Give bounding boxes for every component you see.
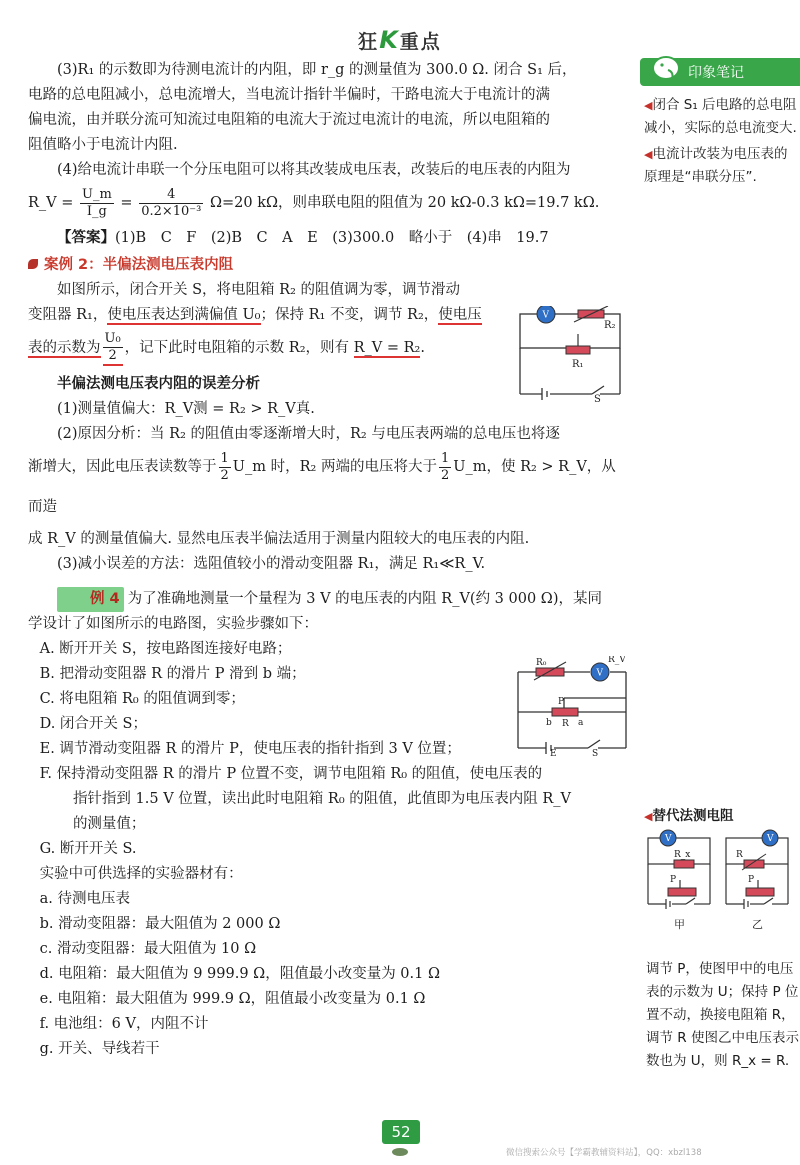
svg-text:V: V bbox=[665, 834, 672, 844]
resistor-rx bbox=[674, 860, 694, 868]
svg-text:S: S bbox=[594, 394, 601, 402]
p4-line: (4)给电流计串联一个分压电阻可以将其改装成电压表，改装后的电压表的内阻为 bbox=[57, 162, 571, 178]
step-item: C. 将电阻箱 R₀ 的阻值调到零； bbox=[39, 691, 245, 707]
leaf-icon bbox=[28, 259, 38, 269]
case2-title: 案例 2：半偏法测电压表内阻 bbox=[28, 253, 628, 278]
circuit-diagram-half-deflection bbox=[512, 306, 630, 402]
equip-intro: 实验中可供选择的实验器材有： bbox=[39, 866, 243, 882]
sidebar-note: ◀电流计改装为电压表的原理是“串联分压”. bbox=[644, 146, 788, 185]
substitution-section bbox=[644, 804, 800, 1073]
sidebar-note: ◀闭合 S₁ 后电路的总电阻减小，实际的总电流变大. bbox=[644, 97, 797, 136]
equip-item: e. 电阻箱：最大阻值为 999.9 Ω，阻值最小改变量为 0.1 Ω bbox=[39, 991, 426, 1007]
error-line: (2)原因分析：当 R₂ 的阻值由零逐渐增大时，R₂ 与电压表两端的总电压也将逐 bbox=[57, 426, 560, 442]
step-item: E. 调节滑动变阻器 R 的滑片 P，使电压表的指针指到 3 V 位置； bbox=[39, 741, 461, 757]
substitution-title: ◀替代法测电阻 bbox=[644, 808, 734, 824]
svg-text:P: P bbox=[670, 875, 677, 885]
svg-text:a: a bbox=[578, 718, 584, 728]
case2-line: 表的示数为 $\frac{\text{U₀}}{2}$ ，记下此时电阻箱的示数 R₂，则有 R_V = R₂. bbox=[28, 328, 508, 368]
triangle-icon: ◀ bbox=[644, 99, 653, 112]
substitution-circuits bbox=[644, 824, 794, 932]
half-frac: $\frac{1}{2}$ bbox=[220, 450, 229, 483]
svg-text:R: R bbox=[736, 850, 743, 860]
sidebar bbox=[640, 58, 800, 188]
svg-text:乙: 乙 bbox=[752, 918, 763, 931]
example4-intro: 例 4 为了准确地测量一个量程为 3 V 的电压表的内阻 R_V(约 3 000 Ω)，某同 bbox=[28, 587, 628, 612]
answer-line bbox=[28, 225, 628, 251]
formula-rest: Ω=20 kΩ，则串联电阻的阻值为 20 kΩ-0.3 kΩ=19.7 kΩ. bbox=[209, 195, 600, 211]
rheostat-r bbox=[552, 708, 578, 716]
formula-eq: = bbox=[120, 195, 133, 211]
triangle-icon: ◀ bbox=[644, 148, 653, 161]
formula-frac-2: $\frac{4}{\text{0.2×10⁻³}}$ bbox=[141, 186, 202, 219]
half-frac: $\frac{1}{2}$ bbox=[440, 450, 450, 483]
triangle-icon: ◀ bbox=[644, 810, 653, 823]
header-left: 狂 bbox=[358, 31, 380, 53]
error-line: (1)测量值偏大：R_V测 = R₂ > R_V真. bbox=[57, 401, 315, 417]
error-line: 成 R_V 的测量值偏大. 显然电压表半偏法适用于测量内阻较大的电压表的内阻. bbox=[28, 531, 530, 547]
header-k-logo: K bbox=[379, 26, 400, 54]
example-tag: 例 4 bbox=[57, 587, 124, 612]
svg-text:P: P bbox=[748, 875, 755, 885]
svg-text:R₁: R₁ bbox=[572, 359, 584, 370]
rheostat bbox=[746, 888, 774, 896]
equip-item: d. 电阻箱：最大阻值为 9 999.9 Ω，阻值最小改变量为 0.1 Ω bbox=[39, 966, 440, 982]
circuit-diagram-example4 bbox=[512, 656, 632, 756]
svg-text:甲: 甲 bbox=[674, 918, 685, 931]
svg-text:b: b bbox=[546, 718, 552, 728]
answer-tag: 【答案】 bbox=[57, 229, 115, 246]
svg-text:R: R bbox=[562, 719, 569, 729]
elephant-icon bbox=[650, 52, 682, 82]
equip-item: c. 滑动变阻器：最大阻值为 10 Ω bbox=[39, 941, 257, 957]
resistor-box-r0 bbox=[536, 668, 564, 676]
answer-text: (1)B C F (2)B C A E (3)300.0 略小于 (4)串 19.7 bbox=[115, 230, 549, 246]
svg-text:V: V bbox=[596, 668, 603, 679]
footer-leaf-icon bbox=[392, 1148, 408, 1156]
svg-text:R_V: R_V bbox=[608, 656, 626, 665]
p3-line: 偏电流，由并联分流可知流过电阻箱的电流大于流过电流计的电流，所以电阻箱的 bbox=[28, 112, 550, 128]
svg-text:E: E bbox=[550, 749, 557, 756]
half-u0-frac: $\frac{\text{U₀}}{2}$ bbox=[103, 331, 123, 366]
svg-text:S: S bbox=[592, 749, 599, 756]
rheostat bbox=[668, 888, 696, 896]
sidebar-header: 印象笔记 bbox=[640, 58, 800, 86]
step-item: A. 断开开关 S，按电路图连接好电路； bbox=[39, 641, 292, 657]
equip-item: a. 待测电压表 bbox=[39, 891, 130, 907]
formula-lhs: R_V = bbox=[28, 195, 74, 211]
svg-text:V: V bbox=[767, 834, 774, 844]
equip-item: b. 滑动变阻器：最大阻值为 2 000 Ω bbox=[39, 916, 281, 932]
step-item: 的测量值； bbox=[72, 816, 146, 832]
substitution-description: 调节 P，使图甲中的电压表的示数为 U；保持 P 位置不动，换接电阻箱 R，调节 R 使图乙中电压表示数也为 U，则 R_x = R. bbox=[646, 961, 799, 1069]
footer-watermark: 微信搜索公众号【学霸教辅资料站】，QQ：xbzl138 bbox=[506, 1148, 702, 1158]
case2-line: 变阻器 R₁，使电压表达到满偏值 U₀；保持 R₁ 不变，调节 R₂，使电压 bbox=[28, 307, 482, 323]
step-item: 指针指到 1.5 V 位置，读出此时电阻箱 R₀ 的阻值，此值即为电压表内阻 R_V bbox=[72, 791, 571, 807]
p3-line: 电路的总电阻减小，总电流增大，当电流计指针半偏时，干路电流大于电流计的满 bbox=[28, 87, 550, 103]
step-item: D. 闭合开关 S； bbox=[39, 716, 147, 732]
p3-line: 阻值略小于电流计内阻. bbox=[28, 137, 178, 153]
step-item: G. 断开开关 S. bbox=[39, 841, 137, 857]
error-line: 渐增大，因此电压表读数等于 $\frac{1}{2}$ U_m 时，R₂ 两端的电压将大于 $\frac{1}{2}$ U_m，使 R₂ > R_V，从而造 bbox=[28, 450, 616, 515]
case2-line: 如图所示，闭合开关 S，将电阻箱 R₂ 的阻值调为零，调节滑动 bbox=[57, 282, 460, 298]
svg-text:P: P bbox=[558, 697, 565, 707]
p3-line: (3)R₁ 的示数即为待测电流计的内阻，即 r_g 的测量值为 300.0 Ω. 闭合 S₁ 后， bbox=[57, 62, 577, 78]
formula-line bbox=[28, 183, 628, 223]
step-item: F. 保持滑动变阻器 R 的滑片 P 位置不变，调节电阻箱 R₀ 的阻值，使电压表的 bbox=[39, 766, 543, 782]
header-right: 重点 bbox=[399, 31, 442, 53]
step-item: B. 把滑动变阻器 R 的滑片 P 滑到 b 端； bbox=[39, 666, 306, 682]
page-header bbox=[0, 26, 800, 54]
error-title: 半偏法测电压表内阻的误差分析 bbox=[57, 376, 260, 392]
rheostat-r1 bbox=[566, 346, 590, 354]
equip-item: g. 开关、导线若干 bbox=[39, 1041, 160, 1057]
example4-intro: 学设计了如图所示的电路图，实验步骤如下： bbox=[28, 616, 318, 632]
svg-text:R₀: R₀ bbox=[536, 658, 547, 668]
svg-text:R₂: R₂ bbox=[604, 320, 616, 331]
page-number: 52 bbox=[382, 1120, 420, 1144]
svg-text:R_x: R_x bbox=[674, 850, 691, 860]
formula-frac-1: $\frac{U\_m}{I\_g}$ bbox=[82, 186, 112, 219]
main-content bbox=[28, 58, 628, 1062]
svg-text:V: V bbox=[542, 310, 549, 321]
error-line: (3)减小误差的方法：选阻值较小的滑动变阻器 R₁，满足 R₁≪R_V. bbox=[57, 556, 486, 572]
equip-item: f. 电池组：6 V，内阻不计 bbox=[39, 1016, 209, 1032]
